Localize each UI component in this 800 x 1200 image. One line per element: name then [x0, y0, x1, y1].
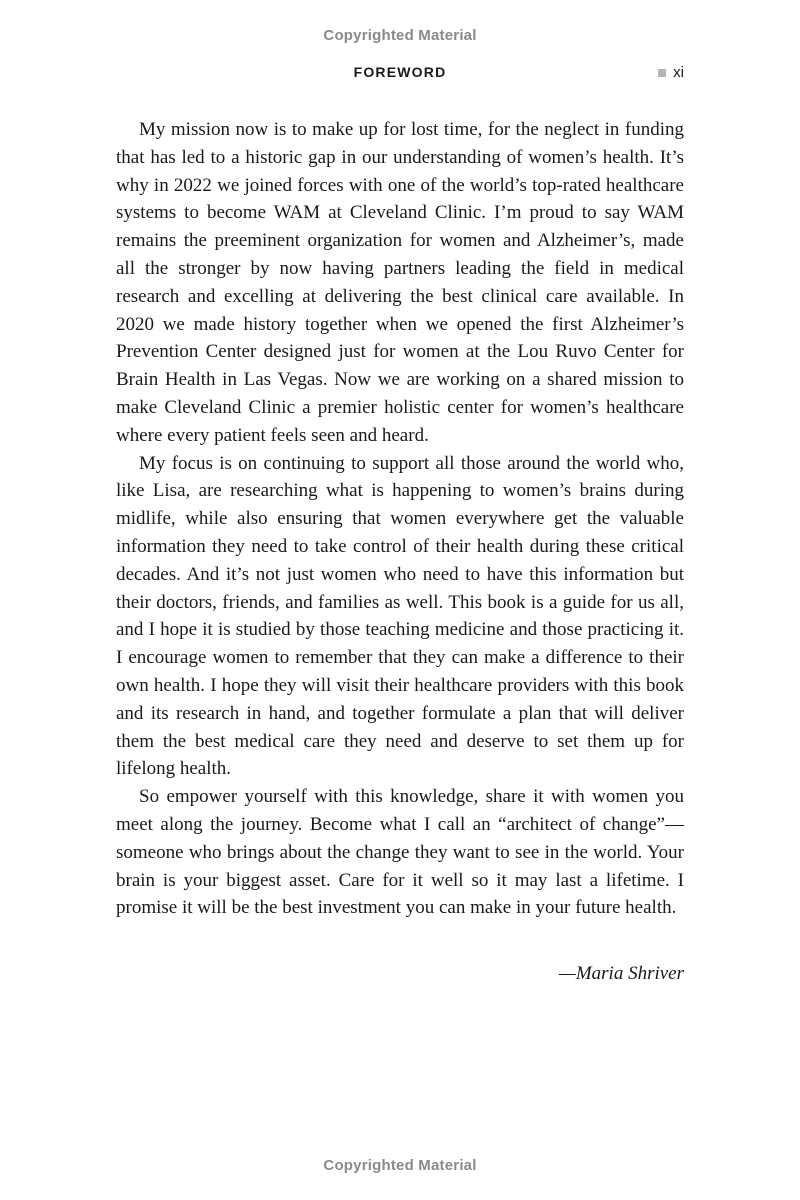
running-head [0, 64, 800, 84]
square-bullet-icon [658, 69, 666, 77]
paragraph-1: My mission now is to make up for lost time, for the neglect in funding that has led to a historic gap in our understanding of women’s health. It’s why in 2022 we joined forces with one of the world’s top-rated healthcare systems to become WAM at Cleveland Clinic. I’m proud to say WAM remains the preeminent organization for women and Alzheimer’s, made all the stronger by now having partners leading the field in medical research and excelling at delivering the best clinical care available. In 2020 we made history together when we opened the first Alzheimer’s Prevention Center designed just for women at the Lou Ruvo Center for Brain Health in Las Vegas. Now we are working on a shared mission to make Cleveland Clinic a premier holistic center for women’s healthcare where every patient feels seen and heard. [116, 119, 684, 446]
folio [658, 64, 684, 81]
author-signature: —Maria Shriver [558, 963, 684, 984]
page-number: xi [673, 64, 684, 81]
copyright-watermark-top: Copyrighted Material [323, 27, 477, 44]
body-text [116, 116, 684, 922]
copyright-watermark-bottom: Copyrighted Material [323, 1157, 477, 1174]
paragraph-2: My focus is on continuing to support all those around the world who, like Lisa, are researching what is happening to women’s brains during midlife, while also ensuring that women everywhere get the valuable information they need to take control of their health during these critical decades. And it’s not just women who need to have this information but their doctors, friends, and families as well. This book is a guide for us all, and I hope it is studied by those teaching medicine and those practicing it. I encourage women to remember that they can make a difference to their own health. I hope they will visit their healthcare providers with this book and its research in hand, and together formulate a plan that will deliver them the best medical care they need and deserve to set them up for lifelong health. [116, 452, 684, 780]
paragraph-3: So empower yourself with this knowledge, share it with women you meet along the journey. Become what I call an “architect of change”—someone who brings about the change they want to see in the world. Your brain is your biggest asset. Care for it well so it may last a lifetime. I promise it will be the best investment you can make in your future health. [116, 786, 684, 919]
running-title: FOREWORD [353, 64, 447, 80]
